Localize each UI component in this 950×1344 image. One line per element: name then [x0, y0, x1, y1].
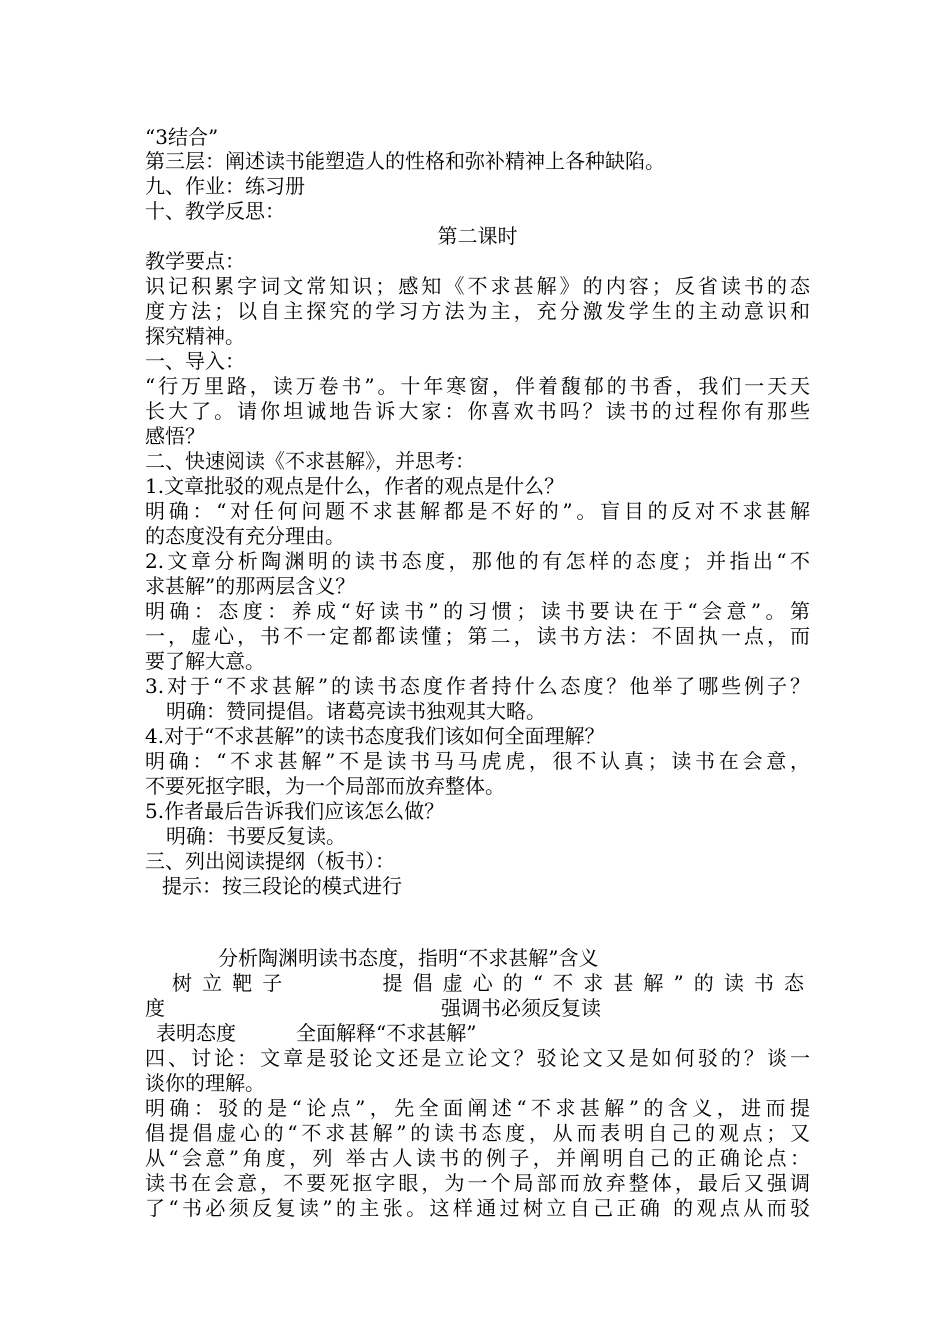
text-line: 二、快速阅读《不求甚解》，并思考： — [145, 449, 475, 473]
text-line: 教学要点： — [145, 249, 245, 273]
text-line: 明确：驳的是“论点”，先全面阐述“不求甚解”的含义，进而提 — [145, 1096, 810, 1120]
text-line: 第三层：阐述读书能塑造人的性格和弥补精神上各种缺陷。 — [145, 149, 665, 173]
text-line: 2.文章分析陶渊明的读书态度，那他的有怎样的态度；并指出“不 — [145, 549, 810, 573]
text-line: 要了解大意。 — [145, 649, 265, 673]
text-line: 了“书必须反复读”的主张。这样通过树立自己正确 的观点从而驳 — [145, 1196, 810, 1220]
text-line: “3结合” — [145, 125, 219, 149]
section-title: 第二课时 — [437, 224, 518, 248]
text-line: 明确：“对任何问题不求甚解都是不好的”。盲目的反对不求甚解 — [145, 499, 810, 523]
text-line: 三、列出阅读提纲（板书）： — [145, 849, 395, 873]
text-line: 十、教学反思： — [145, 199, 285, 223]
text-line: 明确：赞同提倡。诸葛亮读书独观其大略。 — [166, 699, 546, 723]
text-line: 提示：按三段论的模式进行 — [162, 874, 402, 898]
text-line: 九、作业：练习册 — [145, 174, 305, 198]
text-line: 不要死抠字眼，为一个局部而放弃整体。 — [145, 774, 505, 798]
text-line: 探究精神。 — [145, 324, 245, 348]
text-line: 的态度没有充分理由。 — [145, 524, 345, 548]
text-line: 1.文章批驳的观点是什么，作者的观点是什么？ — [145, 474, 565, 498]
text-line: 4.对于“不求甚解”的读书态度我们该如何全面理解？ — [145, 724, 605, 748]
text-line: 明确：“不求甚解”不是读书马马虎虎，很不认真；读书在会意， — [145, 749, 810, 773]
outline-text: 表明态度 — [156, 1021, 236, 1045]
text-line: 谈你的理解。 — [145, 1071, 265, 1095]
outline-text: 强调书必须反复读 — [441, 996, 601, 1020]
text-line: 四、讨论：文章是驳论文还是立论文？驳论文又是如何驳的？谈一 — [145, 1046, 810, 1070]
text-line: 读书在会意，不要死抠字眼，为一个局部而放弃整体，最后又强调 — [145, 1171, 810, 1195]
text-line: 一，虚心，书不一定都都读懂；第二，读书方法：不固执一点，而 — [145, 624, 810, 648]
text-line: 识记积累字词文常知识；感知《不求甚解》的内容；反省读书的态 — [145, 274, 810, 298]
text-line: 求甚解”的那两层含义？ — [145, 574, 356, 598]
text-line: 3.对于“不求甚解”的读书态度作者持什么态度？他举了哪些例子？ — [145, 674, 810, 698]
outline-text: 分析陶渊明读书态度，指明“不求甚解”含义 — [218, 946, 599, 970]
text-line: 感悟？ — [145, 424, 205, 448]
text-line: 从“会意”角度，列 举古人读书的例子，并阐明自己的正确论点： — [145, 1146, 810, 1170]
text-line: 度方法；以自主探究的学习方法为主，充分激发学生的主动意识和 — [145, 299, 810, 323]
text-line: 明确：态度：养成“好读书”的习惯；读书要诀在于“会意”。第 — [145, 599, 810, 623]
text-line: 倡提倡虚心的“不求甚解”的读书态度，从而表明自己的观点；又 — [145, 1121, 810, 1145]
text-line: “行万里路，读万卷书”。十年寒窗，伴着馥郁的书香，我们一天天 — [145, 374, 810, 398]
outline-text: 全面解释“不求甚解” — [296, 1021, 477, 1045]
outline-text: 度 — [145, 996, 165, 1020]
text-line: 5.作者最后告诉我们应该怎么做？ — [145, 799, 445, 823]
outline-text: 树立靶子 提倡虚心的“不求甚解”的读书态 — [172, 971, 804, 995]
text-line: 一、导入： — [145, 349, 245, 373]
text-line: 长大了。请你坦诚地告诉大家：你喜欢书吗？读书的过程你有那些 — [145, 399, 810, 423]
text-line: 明确：书要反复读。 — [166, 824, 346, 848]
